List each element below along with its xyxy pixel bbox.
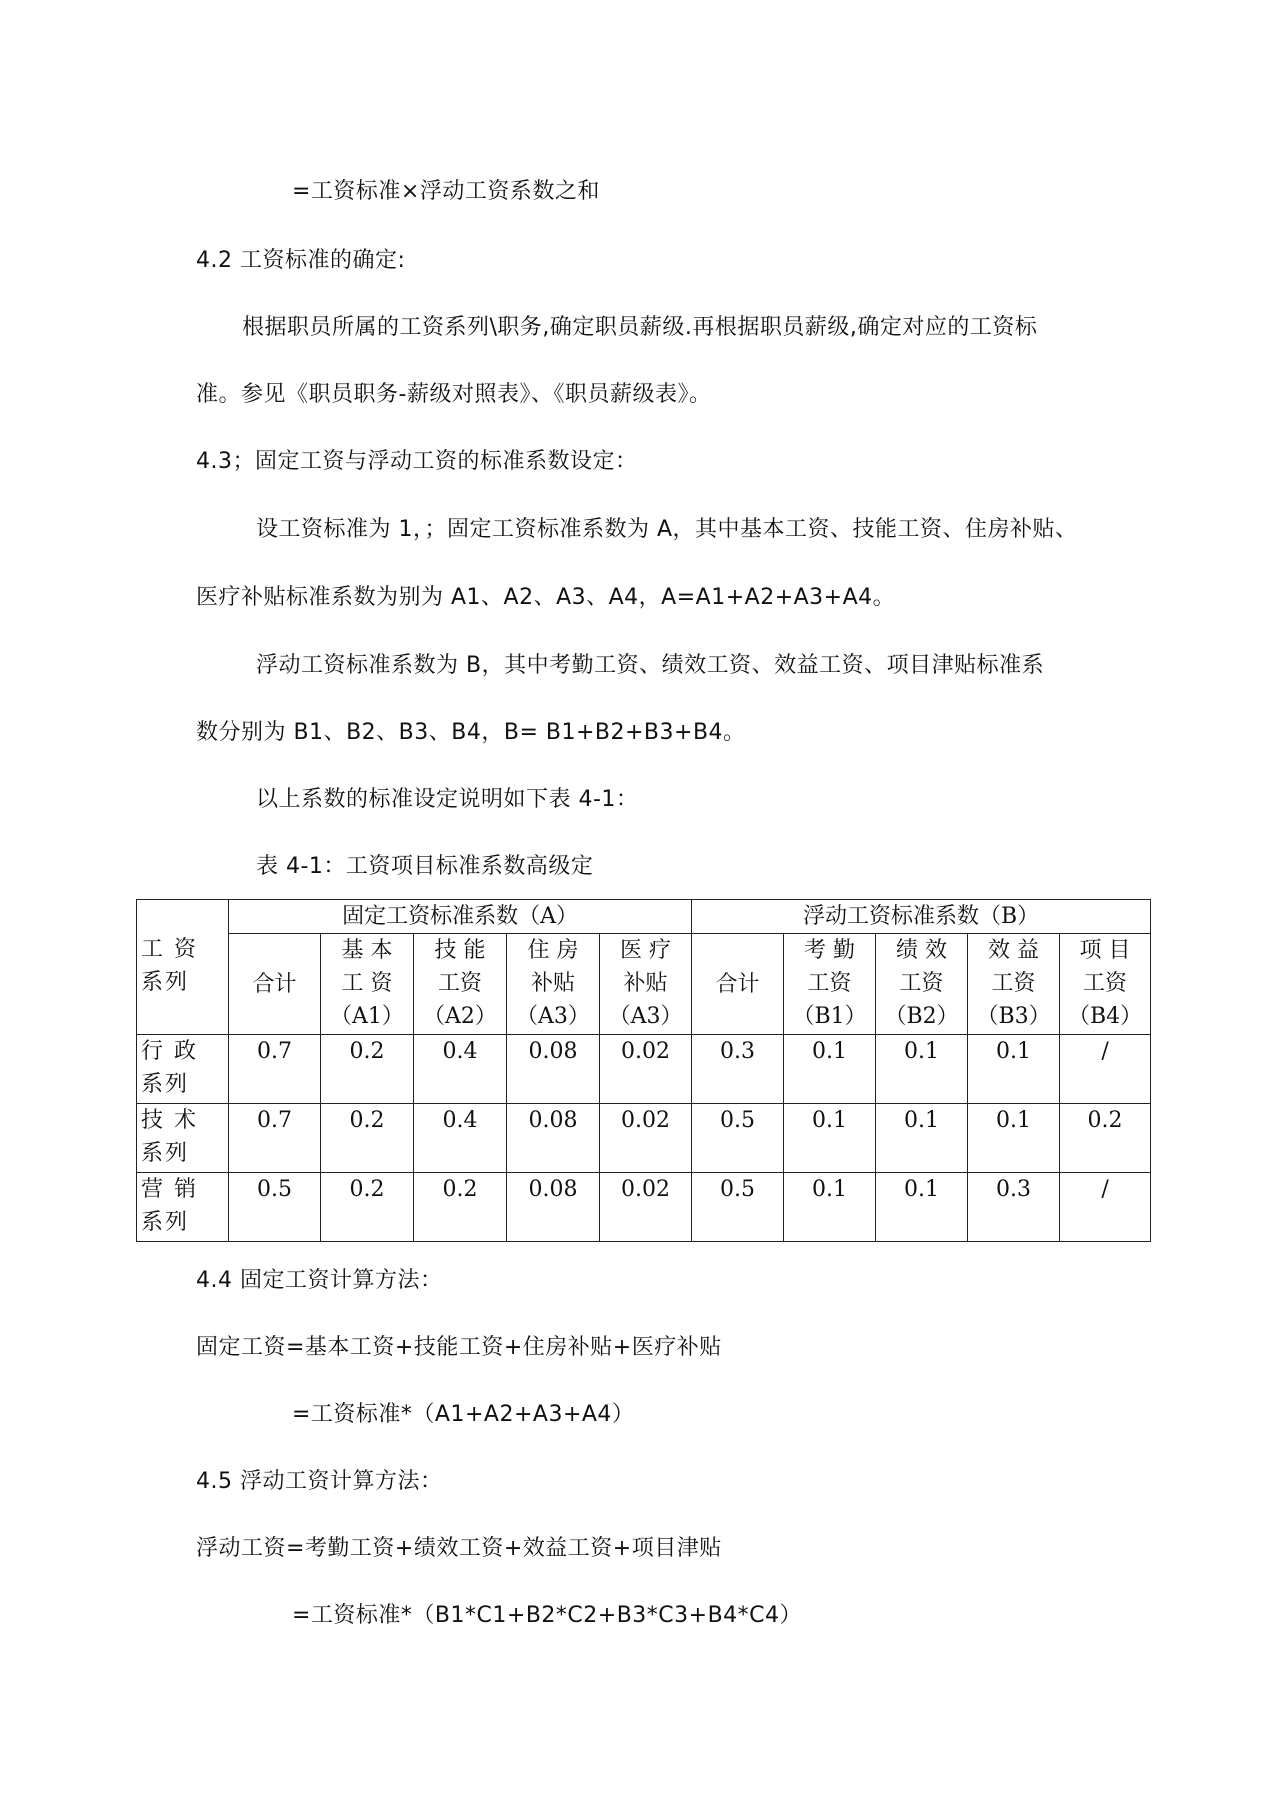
- subheader-label: 绩 效: [896, 938, 948, 963]
- row-label: [137, 1173, 229, 1242]
- subheader-label: （A3）: [516, 1004, 590, 1029]
- group-header-fixed: 固定工资标准系数（A）: [229, 900, 692, 934]
- subheader-label: （A1）: [330, 1004, 404, 1029]
- subheader-label: 技 能: [434, 938, 486, 963]
- table-cell: 0.4: [414, 1035, 507, 1104]
- table-header-group-row: [137, 900, 1151, 934]
- formula-float-wage-std: =工资标准*（B1*C1+B2*C2+B3*C3+B4*C4）: [292, 1603, 803, 1628]
- table-cell: 0.2: [321, 1104, 414, 1173]
- corner-cell: [137, 900, 229, 1035]
- formula-fixed-wage-std: =工资标准*（A1+A2+A3+A4）: [292, 1402, 635, 1427]
- table-cell: 0.1: [968, 1104, 1060, 1173]
- subheader-label: 考 勤: [804, 938, 856, 963]
- table-cell: 0.08: [507, 1104, 600, 1173]
- row-label-line2: 系列: [141, 1141, 190, 1166]
- subheader-label: 合计: [715, 971, 760, 997]
- table-cell: 0.02: [600, 1104, 692, 1173]
- subheader-label: （B4）: [1067, 1004, 1143, 1029]
- row-label: [137, 1035, 229, 1104]
- group-header-float: 浮动工资标准系数（B）: [692, 900, 1151, 934]
- table-cell: 0.02: [600, 1173, 692, 1242]
- row-label: [137, 1104, 229, 1173]
- table-cell: 0.2: [321, 1173, 414, 1242]
- row-label-line1: 行 政: [141, 1039, 198, 1064]
- paragraph-float-coef: 浮动工资标准系数为 B，其中考勤工资、绩效工资、效益工资、项目津贴标准系: [256, 653, 1045, 678]
- table-cell: 0.1: [876, 1035, 968, 1104]
- heading-4-4: 4.4 固定工资计算方法：: [196, 1268, 443, 1293]
- subheader-b3: [968, 934, 1060, 1035]
- paragraph-float-coef-cont: 数分别为 B1、B2、B3、B4，B= B1+B2+B3+B4。: [196, 720, 746, 745]
- subheader-label: 补贴: [623, 971, 668, 996]
- subheader-label: 工资: [807, 971, 852, 996]
- subheader-a1: [321, 934, 414, 1035]
- subheader-fixed-total: [229, 934, 321, 1035]
- subheader-b4: [1060, 934, 1151, 1035]
- table-cell: /: [1060, 1035, 1151, 1104]
- subheader-label: 合计: [252, 971, 297, 997]
- table-row-sales: [137, 1173, 1151, 1242]
- table-cell: 0.08: [507, 1035, 600, 1104]
- table-cell: 0.4: [414, 1104, 507, 1173]
- row-label-line2: 系列: [141, 1210, 190, 1235]
- paragraph-table-intro: 以上系数的标准设定说明如下表 4-1：: [256, 787, 639, 812]
- formula-float-wage: 浮动工资=考勤工资+绩效工资+效益工资+项目津贴: [196, 1536, 722, 1561]
- corner-label-line1: 工 资: [141, 937, 198, 962]
- formula-float-sum: =工资标准×浮动工资系数之和: [292, 179, 600, 204]
- table-cell: 0.3: [968, 1173, 1060, 1242]
- table-cell: 0.1: [876, 1173, 968, 1242]
- row-label-line1: 营 销: [141, 1177, 198, 1202]
- paragraph-salary-standard: 根据职员所属的工资系列\职务,确定职员薪级.再根据职员薪级,确定对应的工资标: [242, 315, 1038, 340]
- subheader-a2: [414, 934, 507, 1035]
- subheader-label: 基 本: [341, 938, 393, 963]
- subheader-label: 住 房: [527, 938, 579, 963]
- heading-4-3: 4.3；固定工资与浮动工资的标准系数设定：: [196, 449, 638, 474]
- subheader-label: （B3）: [976, 1004, 1051, 1029]
- table-cell: 0.1: [784, 1104, 876, 1173]
- table-cell: 0.1: [876, 1104, 968, 1173]
- table-cell: 0.7: [229, 1035, 321, 1104]
- subheader-label: 工资: [899, 971, 944, 996]
- row-label-line1: 技 术: [141, 1108, 198, 1133]
- formula-fixed-wage: 固定工资=基本工资+技能工资+住房补贴+医疗补贴: [196, 1335, 722, 1360]
- subheader-label: （A3）: [608, 1004, 683, 1029]
- table-cell: 0.3: [692, 1035, 784, 1104]
- table-cell: 0.1: [968, 1035, 1060, 1104]
- table-cell: 0.5: [229, 1173, 321, 1242]
- subheader-label: 工资: [991, 971, 1036, 996]
- table-cell: /: [1060, 1173, 1151, 1242]
- subheader-label: （B1）: [792, 1004, 867, 1029]
- table-cell: 0.5: [692, 1173, 784, 1242]
- subheader-b2: [876, 934, 968, 1035]
- subheader-label: 工 资: [341, 971, 393, 996]
- subheader-b1: [784, 934, 876, 1035]
- table-subheader-row: [137, 934, 1151, 1035]
- paragraph-fixed-coef-cont: 医疗补贴标准系数为别为 A1、A2、A3、A4，A=A1+A2+A3+A4。: [196, 585, 896, 610]
- table-row-admin: [137, 1035, 1151, 1104]
- subheader-label: 效 益: [988, 938, 1040, 963]
- table-cell: 0.2: [1060, 1104, 1151, 1173]
- row-label-line2: 系列: [141, 1072, 190, 1097]
- coefficient-table: [136, 899, 1151, 1242]
- table-row-tech: [137, 1104, 1151, 1173]
- subheader-a3: [507, 934, 600, 1035]
- subheader-label: 工资: [437, 971, 482, 996]
- subheader-float-total: [692, 934, 784, 1035]
- table-cell: 0.1: [784, 1035, 876, 1104]
- paragraph-salary-standard-cont: 准。参见《职员职务-薪级对照表》、《职员薪级表》。: [196, 382, 712, 407]
- paragraph-fixed-coef: 设工资标准为 1，；固定工资标准系数为 A，其中基本工资、技能工资、住房补贴、: [256, 517, 1078, 542]
- subheader-label: （A2）: [423, 1004, 497, 1029]
- subheader-label: （B2）: [884, 1004, 959, 1029]
- subheader-a4: [600, 934, 692, 1035]
- table-cell: 0.5: [692, 1104, 784, 1173]
- subheader-label: 项 目: [1079, 938, 1131, 963]
- heading-4-5: 4.5 浮动工资计算方法：: [196, 1469, 443, 1494]
- table-cell: 0.2: [321, 1035, 414, 1104]
- table-cell: 0.7: [229, 1104, 321, 1173]
- subheader-label: 补贴: [530, 971, 575, 996]
- table-cell: 0.1: [784, 1173, 876, 1242]
- subheader-label: 工资: [1083, 971, 1128, 996]
- table-cell: 0.08: [507, 1173, 600, 1242]
- table-caption: 表 4-1：工资项目标准系数高级定: [256, 854, 594, 879]
- subheader-label: 医 疗: [620, 938, 672, 963]
- table-cell: 0.02: [600, 1035, 692, 1104]
- table-cell: 0.2: [414, 1173, 507, 1242]
- corner-label-line2: 系列: [141, 970, 190, 995]
- heading-4-2: 4.2 工资标准的确定:: [196, 248, 406, 273]
